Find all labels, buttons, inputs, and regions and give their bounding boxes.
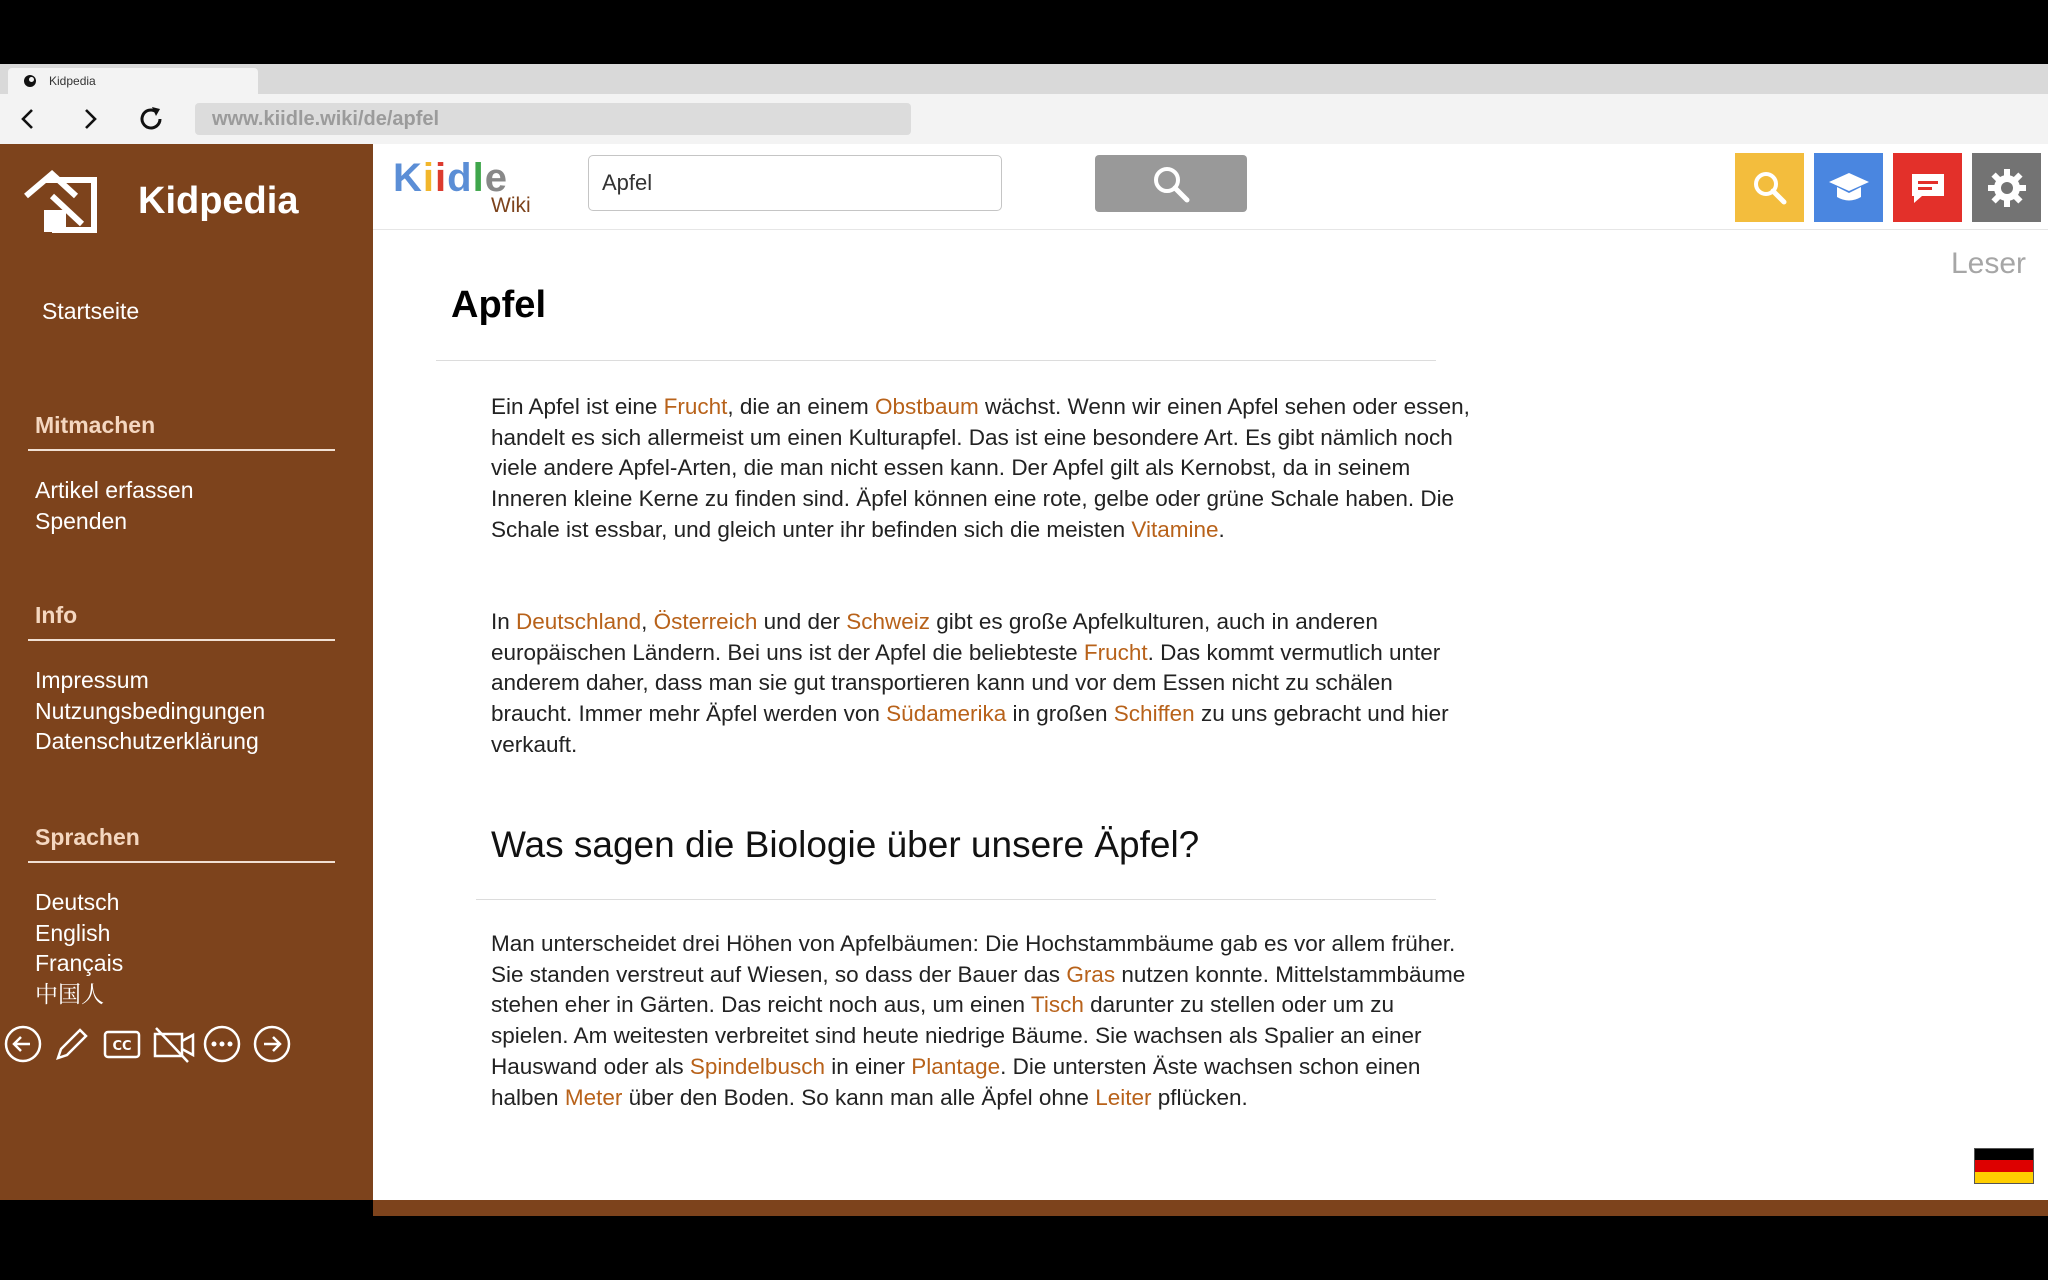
article-link[interactable]: Spindelbusch <box>689 1053 825 1079</box>
tab-title: Kidpedia <box>49 74 96 88</box>
flag-stripe <box>1975 1160 2033 1171</box>
back-circle-icon[interactable] <box>3 1024 43 1064</box>
article-link[interactable]: Südamerika <box>886 701 1007 727</box>
article-link[interactable]: Obstbaum <box>874 394 979 419</box>
german-flag-icon[interactable] <box>1974 1148 2034 1184</box>
sidebar-divider <box>28 449 335 451</box>
article-link[interactable]: Plantage <box>911 1053 1001 1079</box>
main-content <box>373 144 2048 1200</box>
sidebar-item-chinese[interactable]: 中国人 <box>35 980 104 1007</box>
logo-letter: d <box>447 156 473 200</box>
brand-title: Kidpedia <box>138 179 299 222</box>
article-link[interactable]: Schiffen <box>1113 701 1195 727</box>
logo-letter: e <box>484 156 508 200</box>
media-controls <box>0 1024 373 1074</box>
bottom-strip <box>373 1200 2048 1216</box>
sidebar-heading-mitmachen: Mitmachen <box>35 412 156 438</box>
pencil-icon[interactable] <box>52 1024 92 1064</box>
logo-letter: l <box>472 156 485 200</box>
url-bar[interactable] <box>195 103 911 135</box>
title-divider <box>436 360 1436 361</box>
search-icon <box>1752 170 1788 206</box>
article-link[interactable]: Leiter <box>1095 1084 1152 1110</box>
page-title: Apfel <box>451 284 546 326</box>
section-heading: Was sagen die Biologie über unsere Äpfel? <box>491 824 1200 865</box>
forward-circle-icon[interactable] <box>252 1024 292 1064</box>
message-icon <box>1908 170 1948 206</box>
sidebar-heading-sprachen: Sprachen <box>35 824 140 850</box>
url-text: www.kiidle.wiki/de/apfel <box>212 107 440 130</box>
article-link[interactable]: Gras <box>1066 961 1116 987</box>
article-paragraph: In Deutschland, Österreich und der Schweiz gibt es große Apfelkulturen, auch in anderen europäischen Ländern. Bei uns ist der Apfel die beliebteste Frucht. Das kommt vermutlich unter anderem daher, dass man sie gut transportieren kann und vor dem Essen nicht zu schälen braucht. Immer mehr Äpfel werden von Südamerika in großen Schiffen zu uns gebracht und hier verkauft. <box>491 609 1449 757</box>
article-link[interactable]: Schweiz <box>846 609 931 634</box>
sidebar-item-nutzungsbedingungen[interactable]: Nutzungsbedingungen <box>35 697 266 724</box>
search-button[interactable] <box>1095 155 1247 212</box>
more-icon[interactable] <box>202 1024 242 1064</box>
flag-stripe <box>1975 1172 2033 1183</box>
tool-learn-button[interactable] <box>1814 153 1883 222</box>
article-link[interactable]: Deutschland <box>516 609 642 634</box>
logo-letter: K <box>393 156 423 200</box>
sidebar-divider <box>28 639 335 641</box>
article-paragraph: Man unterscheidet drei Höhen von Apfelbäumen: Die Hochstammbäume gab es vor allem früher. Sie standen verstreut auf Wiesen, so dass der Bauer das Gras nutzen konnte. Mittelstammbäume stehen eher in Gärten. Das reicht noch aus, um einen Tisch darunter zu stellen oder um zu spielen. Am weitesten verbreitet sind heute niedrige Bäume. Sie wachsen als Spalier an einer Hauswand oder als Spindelbusch in einer Plantage. Die untersten Äste wachsen schon einen halben Meter über den Boden. So kann man alle Äpfel ohne Leiter pflücken. <box>491 931 1466 1110</box>
browser-tab[interactable] <box>8 68 258 94</box>
tool-search-button[interactable] <box>1735 153 1804 222</box>
kiidle-logo-subtitle: Wiki <box>491 194 531 217</box>
article-paragraph: Ein Apfel ist eine Frucht, die an einem Obstbaum wächst. Wenn wir einen Apfel sehen oder essen, handelt es sich allermeist um einen Kulturapfel. Das ist eine besondere Art. Es gibt nämlich noch viele andere Apfel-Arten, die man nicht essen kann. Der Apfel gilt als Kernobst, da in seinem Inneren kleine Kerne zu finden sind. Äpfel können eine rote, gelbe oder grüne Schale haben. Die Schale ist essbar, und gleich unter ihr befinden sich die meisten Vitamine. <box>491 394 1470 542</box>
sidebar-item-datenschutz[interactable]: Datenschutzerklärung <box>35 728 259 754</box>
sidebar-divider <box>28 861 335 863</box>
flag-stripe <box>1975 1149 2033 1160</box>
tool-settings-button[interactable] <box>1972 153 2041 222</box>
article-link[interactable]: Vitamine <box>1131 516 1219 542</box>
svg-text:CC: CC <box>112 1039 132 1054</box>
tab-favicon-icon <box>24 75 36 87</box>
section-divider <box>476 899 1436 900</box>
brand[interactable] <box>22 166 298 236</box>
logo-letter: i <box>422 156 436 200</box>
reader-mode-label[interactable]: Leser <box>1951 247 2027 280</box>
sidebar-item-impressum[interactable]: Impressum <box>35 667 149 693</box>
graduation-cap-icon <box>1827 170 1871 206</box>
kidpedia-logo-icon <box>22 166 104 236</box>
browser-tab-bar <box>0 64 2048 94</box>
article-link[interactable]: Meter <box>564 1084 623 1110</box>
forward-arrow-icon[interactable] <box>70 94 110 144</box>
article-link[interactable]: Tisch <box>1030 992 1084 1018</box>
sidebar-item-francais[interactable]: Français <box>35 950 124 976</box>
sidebar-list-mitmachen <box>35 475 194 536</box>
article-link[interactable]: Frucht <box>663 394 728 419</box>
reload-icon[interactable] <box>131 94 171 144</box>
browser-nav-bar <box>0 94 2048 144</box>
article-link[interactable]: Österreich <box>653 609 758 634</box>
sidebar-list-info <box>35 665 265 757</box>
sidebar-list-sprachen <box>35 887 123 1009</box>
search-icon <box>1151 164 1191 204</box>
tool-messages-button[interactable] <box>1893 153 1962 222</box>
header-divider <box>373 229 2048 230</box>
camera-off-icon[interactable] <box>152 1024 192 1064</box>
sidebar-heading-info: Info <box>35 602 78 628</box>
captions-icon[interactable] <box>102 1024 142 1064</box>
sidebar-item-artikel-erfassen[interactable]: Artikel erfassen <box>35 477 194 503</box>
logo-letter: i <box>435 156 448 200</box>
sidebar-item-startseite[interactable]: Startseite <box>42 298 140 324</box>
sidebar-item-spenden[interactable]: Spenden <box>35 507 128 534</box>
sidebar-item-deutsch[interactable]: Deutsch <box>35 889 120 915</box>
back-arrow-icon[interactable] <box>8 94 48 144</box>
sidebar-item-english[interactable]: English <box>35 919 111 946</box>
article-link[interactable]: Frucht <box>1083 639 1148 665</box>
gear-icon <box>1986 167 2028 209</box>
search-input[interactable] <box>588 155 1002 211</box>
